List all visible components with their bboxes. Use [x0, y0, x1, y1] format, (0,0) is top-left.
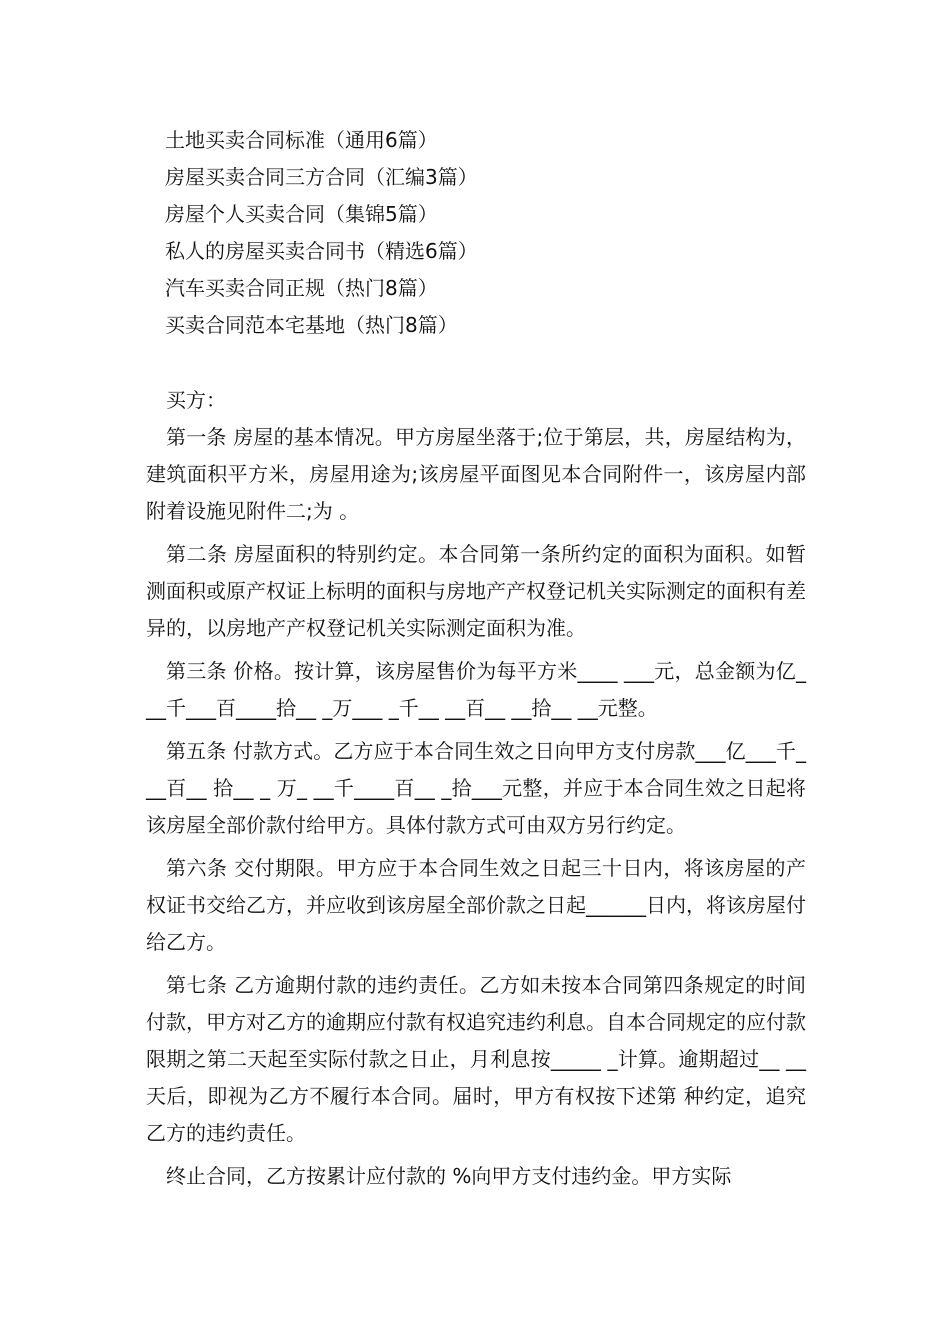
list-item: 房屋个人买卖合同（集锦5篇） [165, 202, 438, 226]
clause-3: 第三条 价格。按计算，该房屋售价为每平方米____ ___元，总金额为亿___千___百____拾__ _万___ _千__ __百__ __拾__ __元整。 [146, 659, 806, 720]
clause-termination: 终止合同，乙方按累计应付款的 %向甲方支付违约金。甲方实际 [166, 1164, 732, 1188]
buyer-label: 买方： [166, 388, 226, 412]
clause-6: 第六条 交付期限。甲方应于本合同生效之日起三十日内，将该房屋的产权证书交给乙方，并应收到该房屋全部价款之日起______日内，将该房屋付给乙方。 [146, 856, 806, 954]
list-item: 买卖合同范本宅基地（热门8篇） [165, 313, 458, 337]
clause-7: 第七条 乙方逾期付款的违约责任。乙方如未按本合同第四条规定的时间付款，甲方对乙方的逾期应付款有权追究违约利息。自本合同规定的应付款限期之第二天起至实际付款之日止，月利息按_____ _计算。逾期超过__ __天后，即视为乙方不履行本合同。届时，甲方有权按下述第 种约定，追究乙方的违约责任。 [146, 973, 806, 1145]
list-item: 土地买卖合同标准（通用6篇） [165, 128, 438, 152]
clause-5: 第五条 付款方式。乙方应于本合同生效之日向甲方支付房款___亿___千___百__ 拾__ _ 万_ __千____百__ _拾___元整，并应于本合同生效之日起将该房屋全部价款付给甲方。具体付款方式可由双方另行约定。 [146, 739, 806, 837]
list-item: 私人的房屋买卖合同书（精选6篇） [165, 239, 478, 263]
list-item: 汽车买卖合同正规（热门8篇） [165, 276, 438, 300]
list-item: 房屋买卖合同三方合同（汇编3篇） [165, 165, 478, 189]
clause-2: 第二条 房屋面积的特别约定。本合同第一条所约定的面积为面积。如暂测面积或原产权证上标明的面积与房地产产权登记机关实际测定的面积有差异的，以房地产产权登记机关实际测定面积为准。 [146, 542, 806, 640]
clause-1: 第一条 房屋的基本情况。甲方房屋坐落于;位于第层，共，房屋结构为，建筑面积平方米，房屋用途为;该房屋平面图见本合同附件一，该房屋内部附着设施见附件二;为 。 [146, 425, 806, 523]
contract-body [146, 382, 806, 1195]
related-documents-list [165, 122, 805, 344]
